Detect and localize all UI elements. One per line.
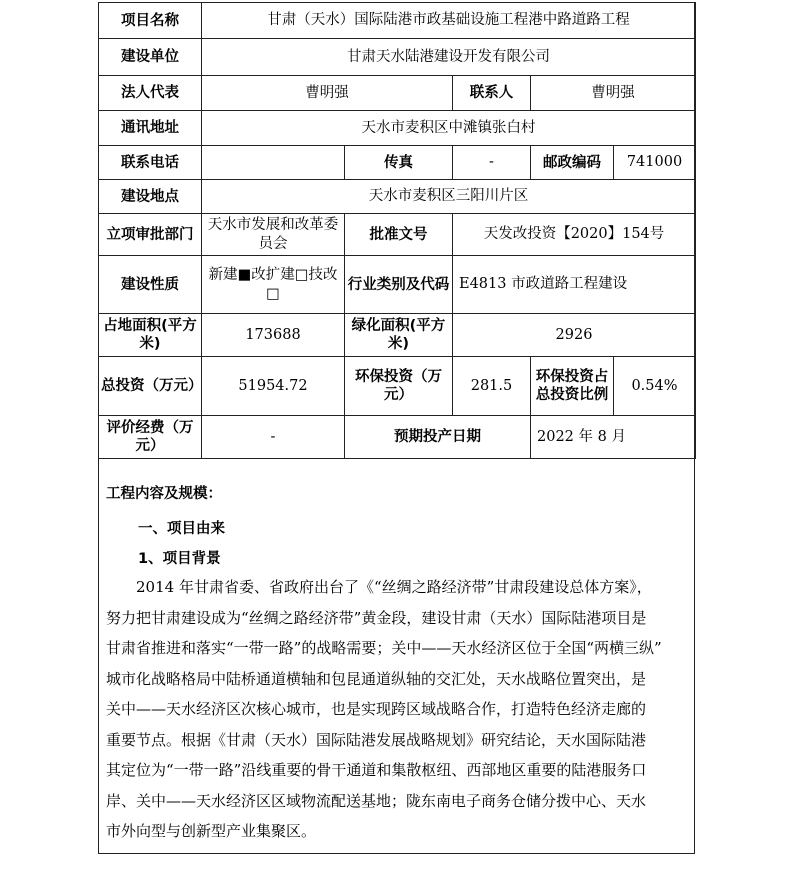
builder-label: 建设单位 [99,39,202,76]
area-value: 173688 [202,314,345,357]
address-value: 天水市麦积区中滩镇张白村 [202,111,696,146]
industry-label: 行业类别及代码 [345,256,453,314]
postcode-value: 741000 [614,146,696,180]
prod-date-label: 预期投产日期 [345,416,531,459]
total-invest-value: 51954.72 [202,357,345,416]
phone-value [202,146,345,180]
table-row [99,416,696,459]
paragraph-line: 甘肃省推进和落实“一带一路”的战略需要；关中——天水经济区位于全国“两横三纵” [106,639,662,657]
area-label: 占地面积(平方米) [99,314,202,357]
postcode-label: 邮政编码 [531,146,614,180]
legal-rep-value: 曹明强 [202,76,453,111]
paragraph-line: 关中——天水经济区次核心城市，也是实现跨区域战略合作，打造特色经济走廊的 [106,700,647,718]
prod-date-value: 2022 年 8 月 [531,416,696,459]
site-value: 天水市麦积区三阳川片区 [202,180,696,214]
env-ratio-value: 0.54% [614,357,696,416]
table-row [99,146,696,180]
section-title: 工程内容及规模： [106,486,222,502]
heading-project-background: 1、项目背景 [138,551,221,567]
fax-value: - [453,146,531,180]
env-invest-label: 环保投资（万元） [345,357,453,416]
eval-fee-value: - [202,416,345,459]
table-row [99,214,696,256]
nature-label: 建设性质 [99,256,202,314]
eval-fee-label: 评价经费（万元） [99,416,202,459]
paragraph-line: 努力把甘肃建设成为“丝绸之路经济带”黄金段，建设甘肃（天水）国际陆港项目是 [106,608,647,627]
table-row [99,3,696,39]
table-row [99,314,696,357]
total-invest-label: 总投资（万元） [99,357,202,416]
paragraph-line: 市外向型与创新型产业集聚区。 [106,822,317,840]
table-row [99,357,696,416]
builder-value: 甘肃天水陆港建设开发有限公司 [202,39,696,76]
approval-dept-value: 天水市发展和改革委员会 [202,214,345,256]
contact-label: 联系人 [453,76,531,111]
project-name-label: 项目名称 [99,3,202,39]
address-label: 通讯地址 [99,111,202,146]
legal-rep-label: 法人代表 [99,76,202,111]
approval-no-value: 天发改投资【2020】154号 [453,214,696,256]
table-row [99,76,696,111]
contact-value: 曹明强 [531,76,696,111]
approval-no-label: 批准文号 [345,214,453,256]
nature-value: 新建■改扩建□技改□ [202,256,345,314]
paragraph-line: 岸、关中——天水经济区区域物流配送基地；陇东南电子商务仓储分拨中心、天水 [106,791,647,810]
site-label: 建设地点 [99,180,202,214]
table-row [99,180,696,214]
project-info-table [98,2,696,459]
background-paragraph [106,572,688,847]
table-row [99,39,696,76]
heading-project-origin: 一、项目由来 [138,521,225,537]
project-name-value: 甘肃（天水）国际陆港市政基础设施工程港中路道路工程 [202,3,696,39]
table-row [99,256,696,314]
phone-label: 联系电话 [99,146,202,180]
green-area-value: 2926 [453,314,696,357]
approval-dept-label: 立项审批部门 [99,214,202,256]
paragraph-line: 重要节点。根据《甘肃（天水）国际陆港发展战略规划》研究结论，天水国际陆港 [106,730,647,749]
fax-label: 传真 [345,146,453,180]
env-ratio-label: 环保投资占总投资比例 [531,357,614,416]
paragraph-line: 城市化战略格局中陆桥通道横轴和包昆通道纵轴的交汇处，天水战略位置突出，是 [106,669,647,688]
env-invest-value: 281.5 [453,357,531,416]
paragraph-line: 其定位为“一带一路”沿线重要的骨干通道和集散枢纽、西部地区重要的陆港服务口 [106,761,647,779]
paragraph-line: 2014 年甘肃省委、省政府出台了《“丝绸之路经济带”甘肃段建设总体方案》， [136,578,652,596]
industry-value: E4813 市政道路工程建设 [453,256,696,314]
green-area-label: 绿化面积(平方米) [345,314,453,357]
table-row [99,111,696,146]
